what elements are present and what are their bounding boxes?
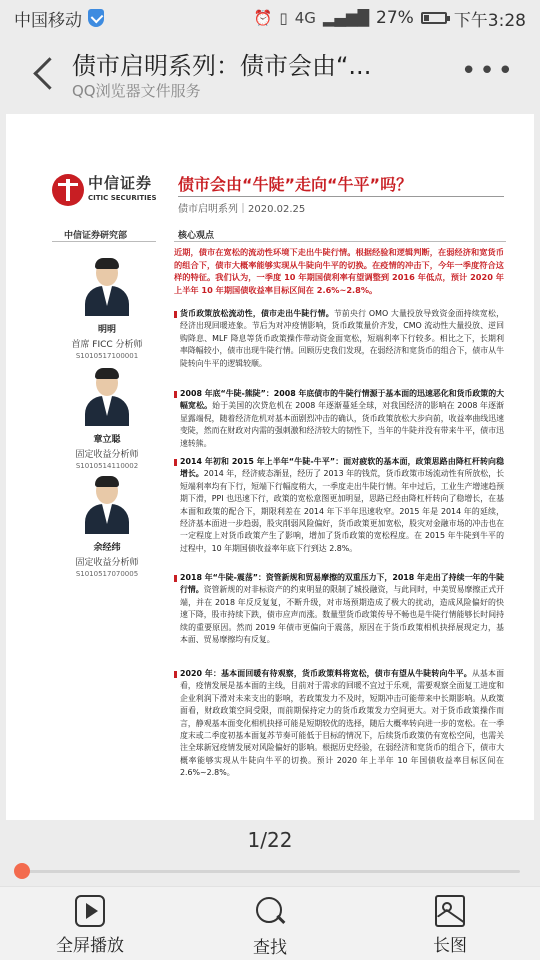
long-image-label: 长图 — [433, 936, 467, 956]
alarm-icon: ⏰ — [253, 9, 273, 27]
paragraph-lead: 2020 年：基本面回暖有待观察，货币政策料将宽松，债市有望从牛陡转向牛平。 — [180, 669, 472, 678]
analyst-card — [52, 368, 162, 470]
document-subtitle: QQ浏览器文件服务 — [72, 82, 201, 100]
document-viewer[interactable] — [0, 106, 540, 820]
more-menu-button[interactable]: ••• — [460, 56, 516, 86]
network-label: 4G — [294, 9, 316, 27]
battery-percent: 27% — [376, 8, 414, 28]
analyst-card — [52, 476, 162, 578]
analyst-id: S1010517100001 — [75, 352, 139, 360]
title-divider — [178, 196, 504, 197]
battery-fill — [424, 15, 429, 21]
core-view-intro — [174, 246, 504, 296]
document-title: 债市启明系列：债市会由“... — [72, 52, 372, 80]
core-view-label: 核心观点 — [178, 231, 215, 241]
fullscreen-play-label: 全屏播放 — [56, 936, 124, 956]
battery-icon — [421, 12, 447, 24]
left-divider — [52, 241, 156, 242]
carrier-label: 中国移动 — [14, 10, 82, 31]
shield-icon — [88, 9, 104, 27]
avatar — [84, 368, 130, 426]
signal-icon: ▂▄▆█ — [322, 9, 370, 27]
paragraph — [174, 668, 504, 780]
document-page — [6, 114, 534, 820]
analyst-id: S1010514110002 — [75, 462, 139, 470]
analyst-id: S1010517070005 — [75, 570, 139, 578]
paragraph-body: 始于美国的次贷危机在 2008 年逐渐蔓延全球，对我国经济的影响在 2008 年逐渐显露端倪，随着经济危机对基本面剧烈冲击的确认，货币政策放松大步向前，收益率曲线迅速变陡，然而在财政对内需的强刺激和经济较大的韧性下，当年的牛陡并没有带来牛平，债市迅速转熊。 — [180, 401, 504, 448]
citic-logo — [52, 172, 168, 210]
page-indicator: 1/22 — [247, 828, 293, 852]
analyst-name: 明明 — [97, 325, 116, 335]
paragraph — [174, 308, 504, 370]
analyst-name: 余经纬 — [93, 543, 121, 553]
find-button[interactable] — [180, 887, 360, 960]
core-view-text: 近期，债市在宽松的流动性环境下走出牛陡行情。根据经验和逻辑判断，在弱经济和宽货币的组合下，债市大概率能够实现从牛陡向牛平的切换。在疫情的冲击下，今年一季度符合这样的特征。我们认为，一季度 10 年期国债利率有望调整到 2016 年低点，预计 2020 年上半年 10 年期国债收益率目标区间在 2.6%~2.8%。 — [174, 247, 504, 295]
avatar — [84, 476, 130, 534]
bottom-toolbar — [0, 886, 540, 960]
right-divider — [174, 241, 506, 242]
paragraph-body: 从基本面看，疫情发展是基本面的主线，目前对于需求的回暖不宜过于乐观，需要观察全面复工进度和企业利润下滑对未来支出的影响，若政策发力不及时，短期冲击可能带来中长期影响。从政策面看，财政政策空间受限，而前期保持定力的货币政策发力空间更大。对于货币政策操作而言，静观基本面变化相机抉择可能是短期较优的选择，随后大概率转向进一步的宽松。在一季度末或二季度初基本面复苏节奏可能低于目标的情况下，后续货币政策仍有宽松空间，也需关注全球新冠疫情发展对风险偏好的影响。根据历史经验，在弱经济和宽货币的组合下，债市大概率能够实现从牛陡向牛平的切换。预计 2020 年上半年 10 年国债收益率目标区间在 2.6%~2.8%。 — [180, 669, 504, 778]
back-arrow-icon[interactable] — [28, 52, 58, 92]
report-series: 债市启明系列｜2020.02.25 — [178, 204, 306, 215]
research-dept-label: 中信证券研究部 — [64, 231, 128, 241]
paragraph-body: 资管新规的对非标资产的约束明显的限制了城投融资，与此同时，中美贸易摩擦正式开端，并在 2018 年反反复复，不断升级，对市场预期造成了极大的扰动，造成风险偏好的快速下降，股市持续下跌，债市应声而涨。数量型货币政策传导不畅也是牛陡行情能够长时间持续的重要原因。然而 2019 年债市更偏向于震荡，原因在于货币政策相机抉择展现定力，基本面、贸易摩擦均有反复。 — [180, 585, 504, 645]
play-icon — [75, 895, 105, 927]
analyst-name: 章立聪 — [93, 435, 121, 445]
long-image-icon — [435, 895, 465, 927]
paragraph — [174, 388, 504, 450]
progress-thumb[interactable] — [14, 863, 30, 879]
long-image-button[interactable] — [360, 887, 540, 960]
analyst-role: 固定收益分析师 — [75, 558, 139, 568]
report-title: 债市会由“牛陡”走向“牛平”吗？ — [178, 175, 413, 194]
find-label: 查找 — [253, 938, 287, 958]
paragraph — [174, 572, 504, 646]
status-bar — [0, 0, 540, 36]
analyst-role: 首席 FICC 分析师 — [71, 340, 143, 350]
paragraph-body: 节前央行 OMO 大量投放导致资金面持续宽松，经济出现回暖迹象。节后为对冲疫情影响，货币政策量价齐发，CMO 流动性大量投放、逆回购降息、MLF 降息等货币政策操作带动资金面宽松，短端利率下行较多。相比之下，长期利率降幅较小，债市出现牛陡行情。回顾历史我们发现，在弱经济和宽货币的组合下，债市从牛陡转向牛平的逻辑较顺。 — [180, 309, 504, 368]
avatar — [84, 258, 130, 316]
paragraph-lead: 货币政策放松流动性，债市走出牛陡行情。 — [180, 309, 334, 318]
analyst-card — [52, 258, 162, 360]
paragraph-lead: 2014 年初和 2015 年上半年“牛陡-牛平”：面对疲软的基本面，政策思路由降杠杆转向稳增长。 — [180, 457, 504, 479]
citic-logo-icon — [52, 174, 84, 206]
paragraph-lead: 2018 年“牛陡-震荡”：资管新规和贸易摩擦的双重压力下，2018 年走出了持续一年的牛陡行情。 — [180, 573, 504, 595]
title-bar — [0, 36, 540, 106]
fullscreen-play-button[interactable] — [0, 887, 180, 960]
paragraph-lead: 2008 年底“牛陡-熊陡”：2008 年底债市的牛陡行情源于基本面的迅速恶化和货币政策的大幅宽松。 — [180, 389, 504, 411]
page-progress-slider[interactable] — [0, 858, 540, 884]
clock: 下午3:28 — [453, 10, 526, 31]
logo-cn: 中信证券 — [88, 174, 153, 192]
logo-en: CITIC SECURITIES — [88, 194, 157, 202]
vibrate-icon: ▯ — [279, 9, 288, 27]
search-icon — [253, 895, 287, 929]
analyst-role: 固定收益分析师 — [75, 450, 139, 460]
paragraph — [174, 456, 504, 555]
paragraph-body: 2014 年，经济疲态渐显，经历了 2013 年的钱荒，货币政策市场流动性有所放松，长短端利率均有下行，短端下行幅度稍大，一季度走出牛陡行情。年中过后，工业生产增速趋预期下滑，PPI 也迅速下行，政策的宽松意图更加明显，思路已经由降杠杆转向了稳增长，在基本面和政策的配合下，期限利差在 2014 年下半年迅速收窄。2015 年是 2014 年的延续，经济基本面进一步趋弱，股灾削弱风险偏好，货币政策更加宽松，股灾对金融市场的冲击也在一定程度上对货币政策产生了影响，增加了货币政策的宽松程度。在 2015 年牛陡到牛平的过程中，10 年期国债收益率年底下行到达 2.8%。 — [180, 469, 504, 553]
progress-track[interactable] — [22, 870, 520, 873]
